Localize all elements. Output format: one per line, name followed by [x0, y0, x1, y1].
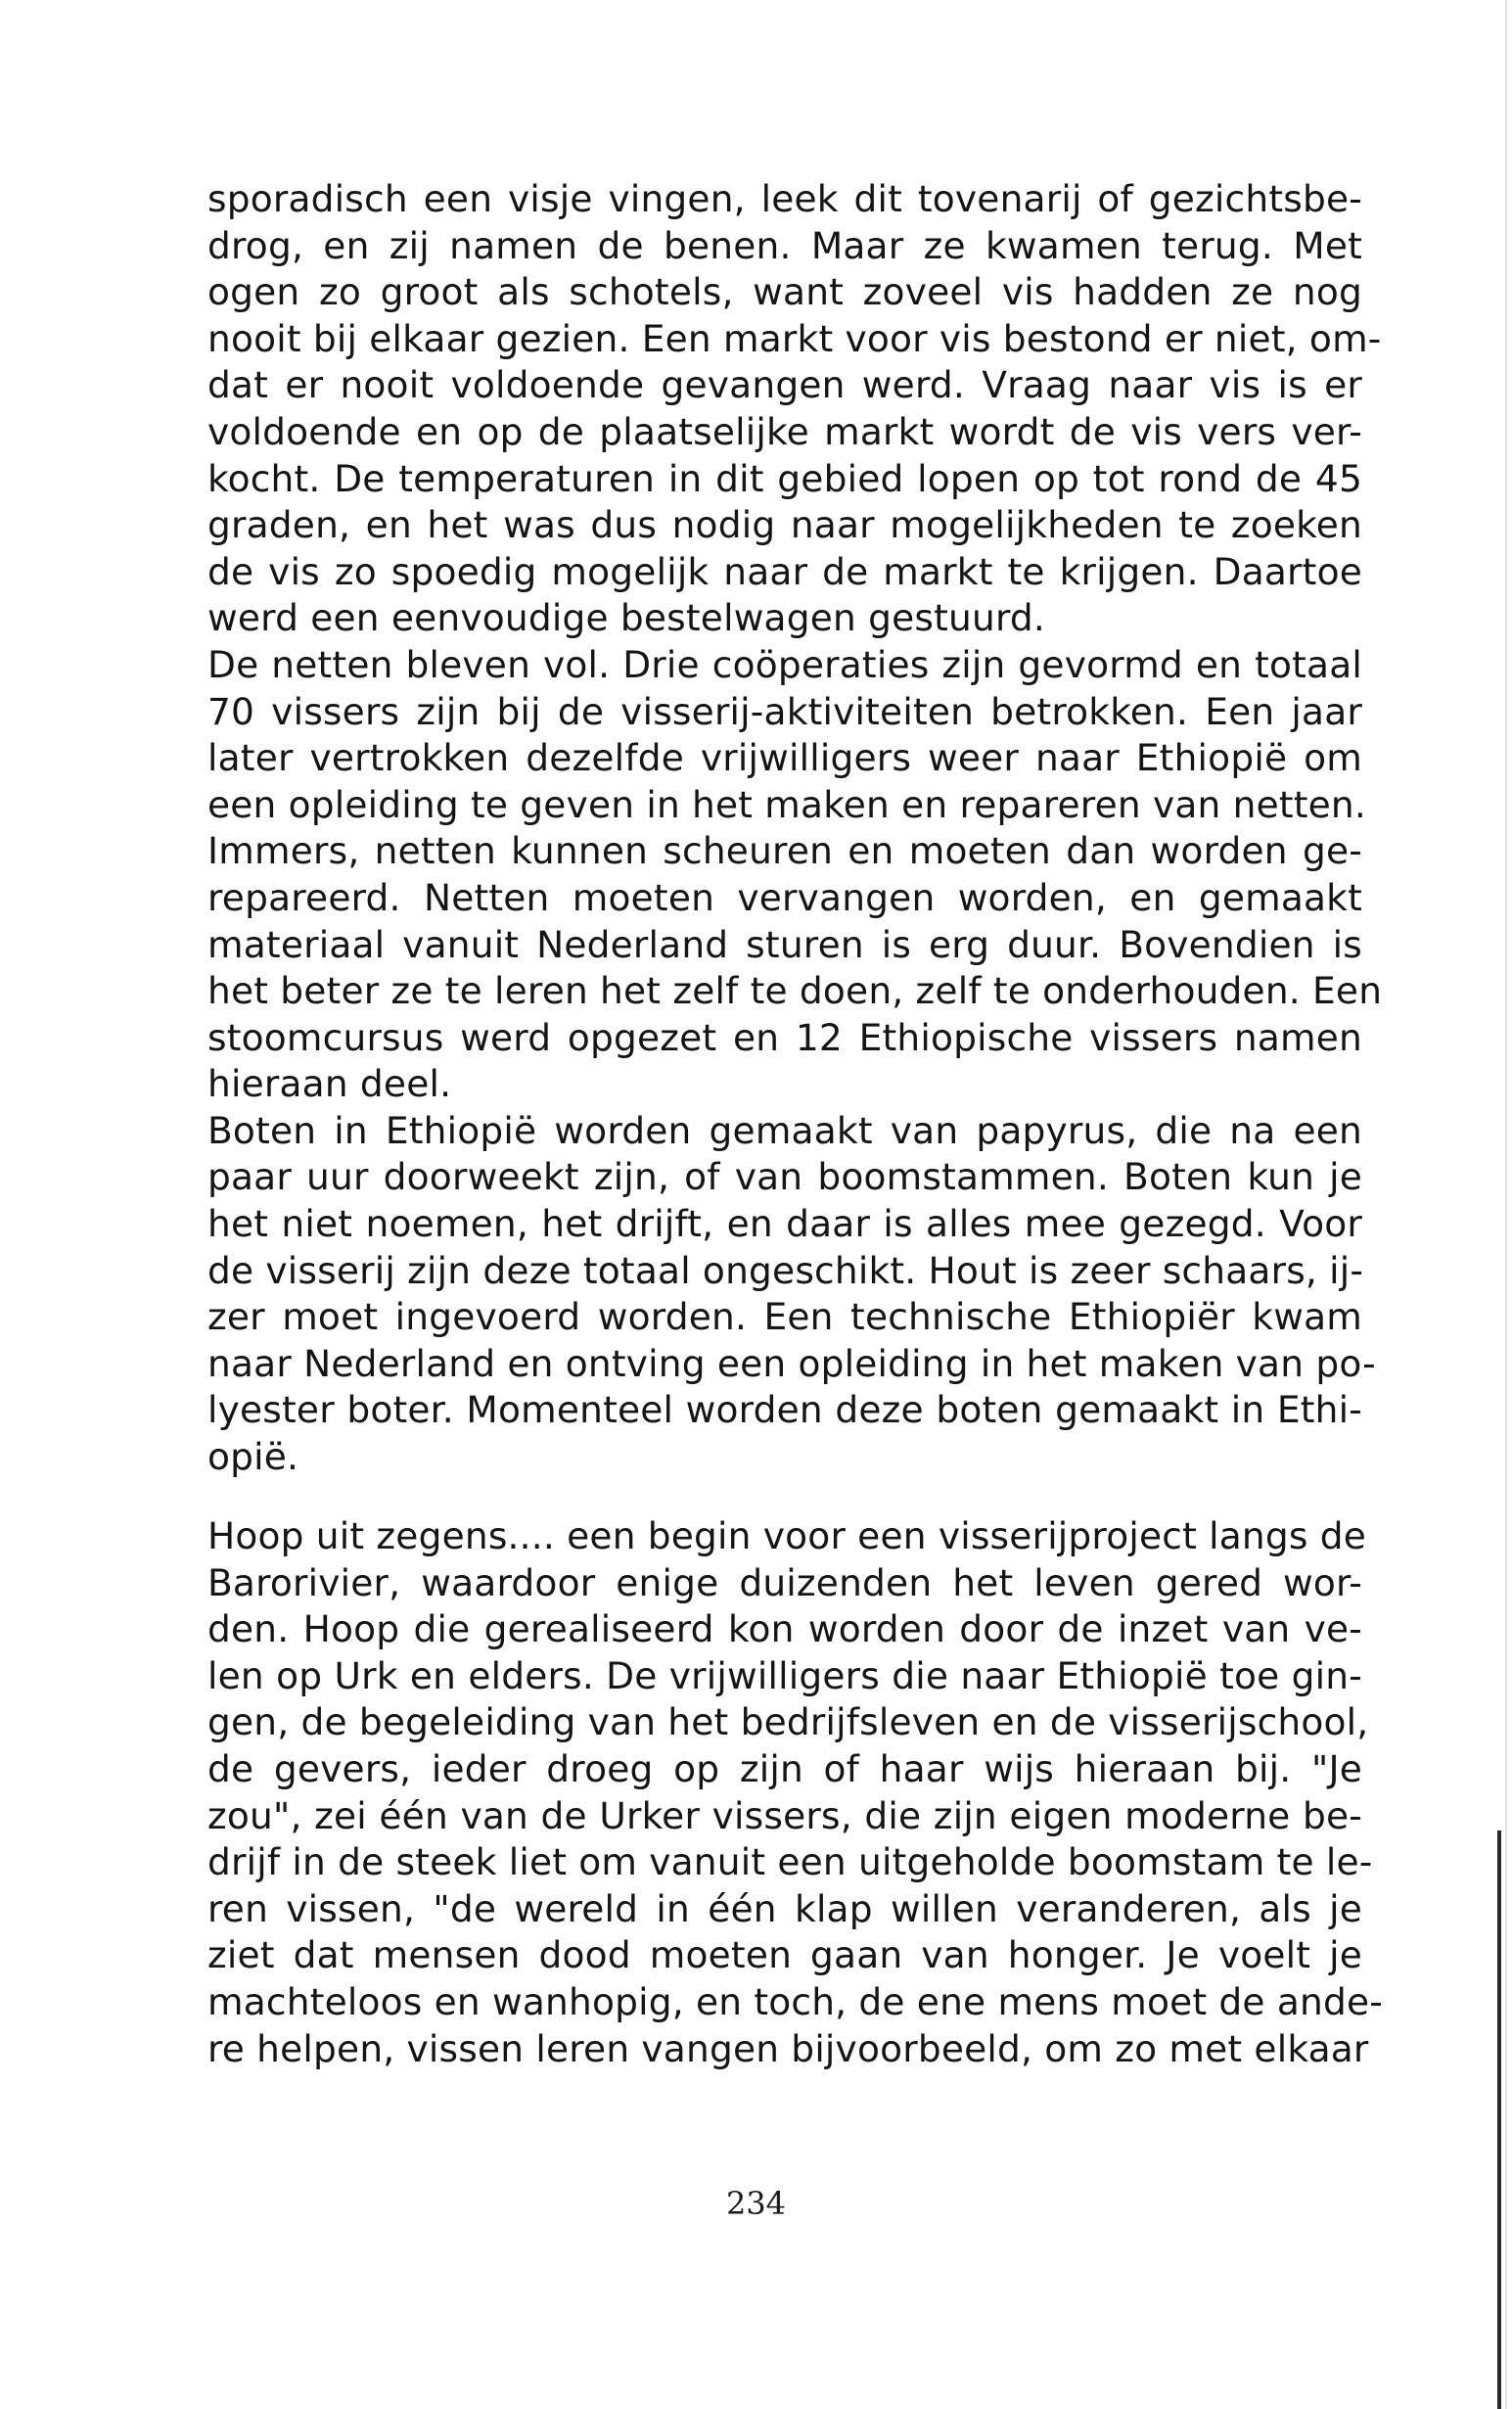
text-line: een opleiding te geven in het maken en repareren van netten. — [207, 782, 1367, 826]
paragraph-3 — [207, 1108, 1376, 1481]
text-line: Hoop uit zegens.... een begin voor een visserijproject langs de — [207, 1514, 1366, 1557]
page-number: 234 — [725, 2185, 787, 2222]
text-line: ziet dat mensen dood moeten gaan van honger. Je voelt je — [207, 1933, 1362, 1977]
text-line: paar uur doorweekt zijn, of van boomstammen. Boten kun je — [207, 1155, 1362, 1199]
text-line: opië. — [207, 1435, 299, 1479]
text-line: den. Hoop die gerealiseerd kon worden door de inzet van ve- — [207, 1607, 1362, 1651]
text-line: gen, de begeleiding van het bedrijfsleven en de visserijschool, — [207, 1700, 1369, 1744]
text-line: naar Nederland en ontving een opleiding in het maken van po- — [207, 1341, 1376, 1385]
text-line: De netten bleven vol. Drie coöperaties zijn gevormd en totaal — [207, 642, 1362, 686]
text-line: het niet noemen, het drijft, en daar is alles mee gezegd. Voor — [207, 1202, 1362, 1246]
text-line: de vis zo spoedig mogelijk naar de markt te krijgen. Daartoe — [207, 549, 1362, 593]
page-edge-shadow — [1505, 0, 1507, 2409]
text-line: de visserij zijn deze totaal ongeschikt. Hout is zeer schaars, ij- — [207, 1248, 1364, 1292]
text-line: kocht. De temperaturen in dit gebied lopen op tot rond de 45 — [207, 456, 1362, 500]
text-line: later vertrokken dezelfde vrijwilligers weer naar Ethiopië om — [207, 736, 1362, 780]
text-line: de gevers, ieder droeg op zijn of haar wijs hieraan bij. "Je — [207, 1746, 1362, 1790]
text-line: drijf in de steek liet om vanuit een uitgeholde boomstam te le- — [207, 1840, 1373, 1884]
text-block-lower — [207, 1513, 1383, 2072]
text-line: 70 vissers zijn bij de visserij-aktiviteiten betrokken. Een jaar — [207, 689, 1362, 733]
text-line: lyester boter. Momenteel worden deze boten gemaakt in Ethi- — [207, 1388, 1362, 1432]
paragraph-1 — [207, 176, 1382, 642]
text-line: werd een eenvoudige bestelwagen gestuurd. — [207, 596, 1046, 640]
text-line: Boten in Ethiopië worden gemaakt van papyrus, die na een — [207, 1108, 1362, 1152]
text-line: zou", zei één van de Urker vissers, die zijn eigen moderne be- — [207, 1793, 1362, 1837]
text-line: graden, en het was dus nodig naar mogelijkheden te zoeken — [207, 503, 1362, 547]
text-line: het beter ze te leren het zelf te doen, zelf te onderhouden. Een — [207, 969, 1383, 1013]
page-edge-binding-mark — [1497, 1830, 1501, 2409]
text-line: len op Urk en elders. De vrijwilligers die naar Ethiopië toe gin- — [207, 1653, 1362, 1697]
text-line: repareerd. Netten moeten vervangen worden, en gemaakt — [207, 875, 1362, 919]
text-line: ogen zo groot als schotels, want zoveel vis hadden ze nog — [207, 270, 1362, 314]
text-line: hieraan deel. — [207, 1062, 452, 1106]
paragraph-4 — [207, 1513, 1383, 2072]
text-line: Immers, netten kunnen scheuren en moeten dan worden ge- — [207, 829, 1362, 873]
text-line: sporadisch een visje vingen, leek dit tovenarij of gezichtsbe- — [207, 177, 1362, 220]
text-line: dat er nooit voldoende gevangen werd. Vraag naar vis is er — [207, 363, 1362, 407]
text-line: machteloos en wanhopig, en toch, de ene mens moet de ande- — [207, 1979, 1383, 2023]
text-line: drog, en zij namen de benen. Maar ze kwamen terug. Met — [207, 223, 1362, 267]
text-line: voldoende en op de plaatselijke markt wordt de vis vers ver- — [207, 409, 1362, 453]
text-line: materiaal vanuit Nederland sturen is erg duur. Bovendien is — [207, 922, 1362, 966]
paragraph-2 — [207, 642, 1383, 1108]
text-block-upper — [207, 176, 1383, 1481]
text-line: nooit bij elkaar gezien. Een markt voor vis bestond er niet, om- — [207, 316, 1382, 360]
text-line: stoomcursus werd opgezet en 12 Ethiopische vissers namen — [207, 1015, 1362, 1059]
text-line: Barorivier, waardoor enige duizenden het leven gered wor- — [207, 1560, 1362, 1604]
text-line: zer moet ingevoerd worden. Een technische Ethiopiër kwam — [207, 1295, 1362, 1339]
text-line: re helpen, vissen leren vangen bijvoorbeeld, om zo met elkaar — [207, 2026, 1369, 2070]
text-line: ren vissen, "de wereld in één klap willen veranderen, als je — [207, 1886, 1362, 1930]
